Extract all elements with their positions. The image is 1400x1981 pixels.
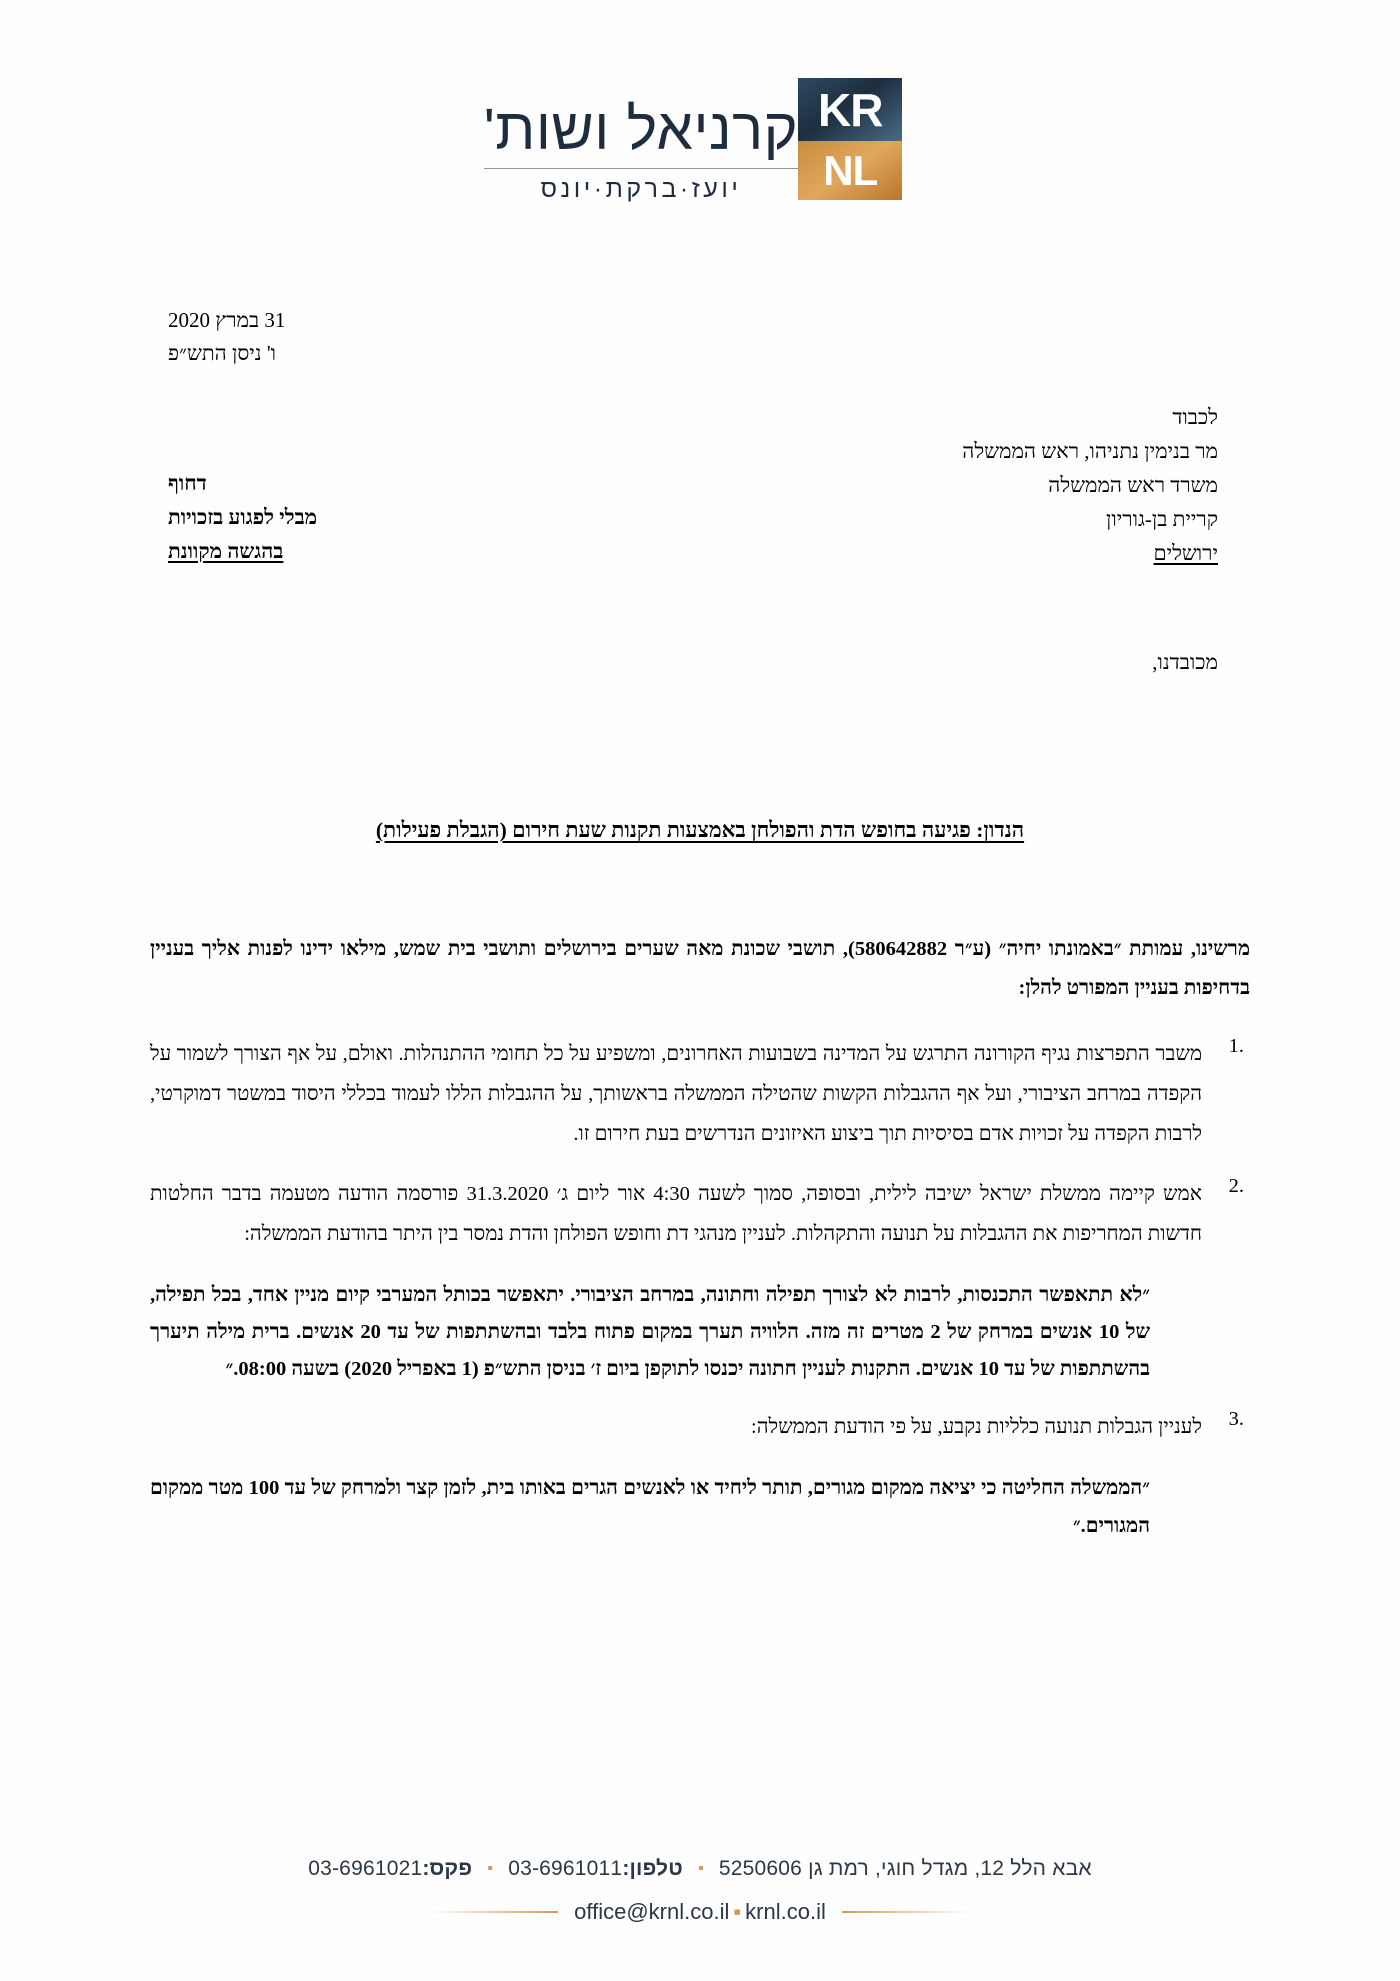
addressee-office: משרד ראש הממשלה (1048, 473, 1218, 498)
footer-address: אבא הלל 12, מגדל חוגי, רמת גן 5250606 (718, 1857, 1092, 1880)
urgent-notice-block (168, 466, 317, 568)
clause-text: לעניין הגבלות תנועה כלליות נקבע, על פי הודעת הממשלה: (751, 1416, 1202, 1439)
numbered-clause-list (150, 1035, 1250, 1545)
footer-phone-label: טלפון: (622, 1857, 683, 1880)
logo-divider (484, 168, 799, 170)
salutation: מכובדנו, (1152, 650, 1218, 674)
without-prejudice-label: מבלי לפגוע בזכויות (168, 505, 318, 530)
addressee-block (962, 400, 1218, 570)
subject-text: הנדון: פגיעה בחופש הדת והפולחן באמצעות תקנות שעת חירום (הגבלת פעילות) (375, 818, 1025, 842)
addressee-city: ירושלים (1153, 541, 1218, 566)
footer-email[interactable]: office@krnl.co.il (574, 1899, 730, 1924)
clause-quote: ״הממשלה החליטה כי יציאה ממקום מגורים, תותר ליחיד או לאנשים הגרים באותו בית, לזמן קצר ולמרחק של עד 100 מטר ממקום המגורים.״ (150, 1477, 1150, 1537)
company-name: קרניאל ושות' (483, 97, 799, 162)
footer-rule-left (430, 1911, 558, 1913)
bullet-separator-icon: ▪ (697, 1860, 704, 1877)
addressee-name: מר בנימין נתניהו, ראש הממשלה (962, 439, 1218, 464)
footer-contact-line (0, 1857, 1400, 1881)
subject-line (0, 818, 1400, 843)
bullet-separator-icon: ▪ (733, 1899, 742, 1924)
clause-item (150, 1035, 1250, 1155)
letter-body (150, 930, 1250, 1565)
krnl-logo-icon (798, 78, 902, 200)
company-logo (484, 78, 917, 204)
lead-paragraph: מרשינו, עמותת ״באמונתו יחיה״ (ע״ר 580642882), תושבי שכונת מאה שערים בירושלים ותושבי בית שמש, מילאו ידינו לפנות אליך בעניין בדחיפות בעניין המפורט להלן: (150, 938, 1251, 1000)
footer-fax-label: פקס: (422, 1857, 473, 1880)
clause-quote: ״לא תתאפשר התכנסות, לרבות לא לצורך תפילה וחתונה, במרחב הציבורי. יתאפשר בכותל המערבי קיום מניין אחד, בכל תפילה, של 10 אנשים במרחק של 2 מטרים זה מזה. הלוויה תערך במקום פתוח בלבד ובהשתתפות של עד 20 אנשים. ברית מילה תיערך בהשתתפות של עד 10 אנשים. התקנות לעניין חתונה יכנסו לתוקפן ביום ז׳ בניסן התש״פ (1 באפריל 2020) בשעה 08:00.״ (150, 1283, 1151, 1381)
clause-item (150, 1175, 1250, 1389)
date-hebrew: ו' ניסן התש״פ (168, 340, 277, 365)
footer-website[interactable]: krnl.co.il (745, 1899, 826, 1924)
online-submission-label: בהגשה מקוונת (168, 539, 284, 564)
addressee-honorific: לכבוד (1172, 405, 1218, 429)
company-tagline: יועז·ברקת·יונס (540, 175, 742, 204)
clause-text: משבר התפרצות נגיף הקורונה התרגש על המדינה בשבועות האחרונים, ומשפיע על כל תחומי ההתנהלות. ואולם, על אף הצורך לשמור על הקפדה במרחב הציבורי, ועל אף ההגבלות הקשות שהטילה הממשלה בראשותך, על ההגבלות הללו לעמוד בכללי היסוד במשטר דמוקרטי, לרבות הקפדה על זכויות אדם בסיסיות תוך ביצוע האיזונים הנדרשים בעת חירום זו. (150, 1042, 1202, 1145)
footer-links (574, 1899, 826, 1925)
footer-phone: 03-6961011 (508, 1857, 623, 1880)
logo-mark-top: KR (798, 78, 902, 141)
logo-text-block (484, 78, 799, 204)
bullet-separator-icon: ▪ (487, 1860, 494, 1877)
addressee-address: קריית בן-גוריון (1106, 507, 1218, 532)
clause-item (150, 1408, 1250, 1545)
date-block (168, 304, 285, 369)
footer (0, 1857, 1400, 1925)
urgent-label: דחוף (168, 471, 207, 495)
letterhead (0, 78, 1400, 228)
logo-mark-bottom: NL (798, 141, 902, 200)
footer-rule-right (842, 1911, 970, 1913)
footer-web-line (0, 1899, 1400, 1925)
date-gregorian: 31 במרץ 2020 (168, 308, 286, 332)
footer-fax: 03-6961021 (308, 1857, 423, 1880)
clause-text: אמש קיימה ממשלת ישראל ישיבה לילית, ובסופה, סמוך לשעה 4:30 אור ליום ג׳ 31.3.2020 פורסמה הודעה מטעמה בדבר החלטות חדשות המחריפות את ההגבלות על תנועה והתקהלות. לעניין מנהגי דת וחופש הפולחן והדת נמסר בין היתר בהודעת הממשלה: (150, 1182, 1203, 1245)
